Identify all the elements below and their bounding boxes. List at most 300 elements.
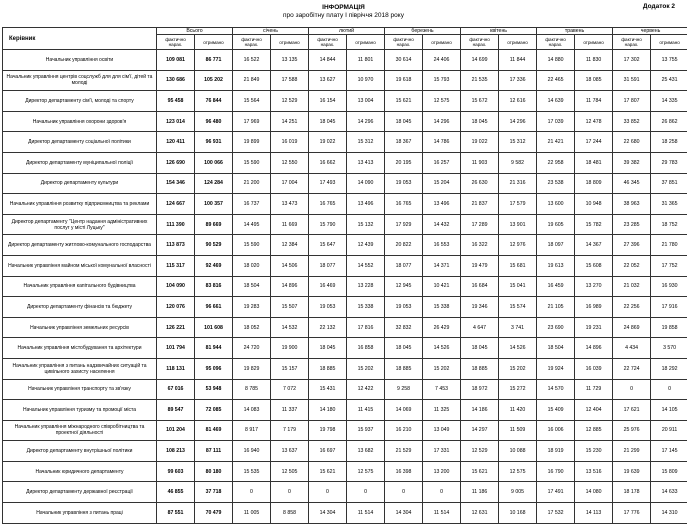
month-value-cell: 0 (613, 379, 651, 400)
table-row (3, 503, 687, 524)
month-value-cell: 14 432 (423, 214, 461, 235)
table-row (3, 152, 687, 173)
month-value-cell: 17 331 (423, 441, 461, 462)
month-value-cell: 11 514 (423, 503, 461, 524)
month-value-cell: 15 338 (423, 297, 461, 318)
month-value-cell: 32 832 (385, 317, 423, 338)
month-value-cell: 20 822 (385, 235, 423, 256)
total-value-cell: 120 411 (157, 132, 195, 153)
month-value-cell: 18 504 (233, 276, 271, 297)
month-value-cell: 30 614 (385, 50, 423, 71)
month-value-cell: 15 672 (461, 91, 499, 112)
month-value-cell: 15 157 (271, 358, 309, 379)
month-value-cell: 11 186 (461, 482, 499, 503)
month-value-cell: 19 899 (233, 132, 271, 153)
month-value-cell: 3 570 (651, 338, 687, 359)
table-row (3, 255, 687, 276)
month-value-cell: 17 579 (499, 194, 537, 215)
month-value-cell: 16 210 (385, 420, 423, 441)
month-value-cell: 14 367 (575, 235, 613, 256)
month-value-cell: 15 681 (499, 255, 537, 276)
total-value-cell: 89 547 (157, 400, 195, 421)
month-value-cell: 14 371 (423, 255, 461, 276)
subheader-accrued: фактично нарах. (613, 35, 651, 50)
month-value-cell: 39 382 (613, 152, 651, 173)
group-header-june: червень (613, 28, 687, 35)
subheader-received: отримано (499, 35, 537, 50)
total-value-cell: 95 096 (195, 358, 233, 379)
month-value-cell: 14 069 (385, 400, 423, 421)
table-row (3, 317, 687, 338)
month-value-cell: 14 532 (271, 317, 309, 338)
month-value-cell: 0 (309, 482, 347, 503)
month-value-cell: 17 588 (271, 70, 309, 91)
month-value-cell: 17 621 (613, 400, 651, 421)
total-value-cell: 81 944 (195, 338, 233, 359)
table-row (3, 50, 687, 71)
month-value-cell: 15 312 (499, 132, 537, 153)
month-value-cell: 14 180 (309, 400, 347, 421)
month-value-cell: 17 752 (651, 255, 687, 276)
position-cell: Начальник юридичного департаменту (3, 461, 157, 482)
position-cell: Начальник управління земельних ресурсів (3, 317, 157, 338)
month-value-cell: 12 439 (347, 235, 385, 256)
month-value-cell: 15 782 (575, 214, 613, 235)
month-value-cell: 31 591 (613, 70, 651, 91)
month-value-cell: 19 053 (385, 173, 423, 194)
month-value-cell: 12 575 (499, 461, 537, 482)
month-value-cell: 18 809 (575, 173, 613, 194)
month-value-cell: 15 621 (461, 461, 499, 482)
month-value-cell: 14 090 (347, 173, 385, 194)
month-value-cell: 11 420 (499, 400, 537, 421)
month-value-cell: 14 896 (271, 276, 309, 297)
month-value-cell: 17 302 (613, 50, 651, 71)
month-value-cell: 18 481 (575, 152, 613, 173)
month-value-cell: 14 526 (423, 338, 461, 359)
total-value-cell: 124 284 (195, 173, 233, 194)
month-value-cell: 12 422 (347, 379, 385, 400)
month-value-cell: 10 421 (423, 276, 461, 297)
total-value-cell: 86 771 (195, 50, 233, 71)
month-value-cell: 15 507 (271, 297, 309, 318)
month-value-cell: 14 495 (233, 214, 271, 235)
total-value-cell: 80 180 (195, 461, 233, 482)
month-value-cell: 18 045 (461, 338, 499, 359)
month-value-cell: 14 633 (651, 482, 687, 503)
total-value-cell: 126 221 (157, 317, 195, 338)
table-body (3, 50, 687, 524)
month-value-cell: 12 945 (385, 276, 423, 297)
month-value-cell: 21 200 (233, 173, 271, 194)
month-value-cell: 14 083 (233, 400, 271, 421)
month-value-cell: 19 022 (309, 132, 347, 153)
month-value-cell: 14 297 (461, 420, 499, 441)
subheader-received: отримано (423, 35, 461, 50)
month-value-cell: 15 608 (575, 255, 613, 276)
month-value-cell: 17 929 (385, 214, 423, 235)
month-value-cell: 21 837 (461, 194, 499, 215)
month-value-cell: 15 790 (309, 214, 347, 235)
month-value-cell: 16 790 (537, 461, 575, 482)
total-value-cell: 37 718 (195, 482, 233, 503)
month-value-cell: 22 052 (613, 255, 651, 276)
month-value-cell: 9 258 (385, 379, 423, 400)
month-value-cell: 12 550 (271, 152, 309, 173)
month-value-cell: 16 553 (423, 235, 461, 256)
month-value-cell: 22 465 (537, 70, 575, 91)
month-value-cell: 20 911 (651, 420, 687, 441)
position-cell: Начальник управління з питань надзвичайних ситуацій та цивільного захисту населення (3, 358, 157, 379)
month-value-cell: 23 285 (613, 214, 651, 235)
month-value-cell: 7 179 (271, 420, 309, 441)
total-value-cell: 90 529 (195, 235, 233, 256)
month-value-cell: 22 680 (613, 132, 651, 153)
document-title: ІНФОРМАЦІЯ (0, 4, 687, 12)
position-cell: Начальник управління майном міської комунальної власності (3, 255, 157, 276)
month-value-cell: 15 230 (575, 441, 613, 462)
month-value-cell: 8 917 (233, 420, 271, 441)
month-value-cell: 17 916 (651, 297, 687, 318)
subheader-accrued: фактично нарах. (461, 35, 499, 50)
month-value-cell: 14 296 (499, 111, 537, 132)
month-value-cell: 18 045 (461, 111, 499, 132)
month-value-cell: 13 496 (347, 194, 385, 215)
month-value-cell: 4 647 (461, 317, 499, 338)
total-value-cell: 101 204 (157, 420, 195, 441)
month-value-cell: 26 862 (651, 111, 687, 132)
month-value-cell: 22 958 (537, 152, 575, 173)
total-value-cell: 123 014 (157, 111, 195, 132)
total-value-cell: 104 090 (157, 276, 195, 297)
position-cell: Директор департаменту житлово-комунального господарства (3, 235, 157, 256)
table-row (3, 111, 687, 132)
month-value-cell: 21 299 (613, 441, 651, 462)
month-value-cell: 38 963 (613, 194, 651, 215)
table-row (3, 461, 687, 482)
subheader-received: отримано (575, 35, 613, 50)
month-value-cell: 24 720 (233, 338, 271, 359)
position-cell: Начальник управління розвитку підприємництва та реклами (3, 194, 157, 215)
month-value-cell: 19 283 (233, 297, 271, 318)
position-cell: Начальник управління міжнародного співробітництва та проектної діяльності (3, 420, 157, 441)
month-value-cell: 12 505 (271, 461, 309, 482)
month-value-cell: 19 798 (309, 420, 347, 441)
total-value-cell: 120 076 (157, 297, 195, 318)
total-value-cell: 95 458 (157, 91, 195, 112)
month-value-cell: 21 105 (537, 297, 575, 318)
month-value-cell: 17 776 (613, 503, 651, 524)
total-value-cell: 76 844 (195, 91, 233, 112)
table-row (3, 482, 687, 503)
month-value-cell: 13 135 (271, 50, 309, 71)
table-row (3, 132, 687, 153)
month-value-cell: 18 020 (233, 255, 271, 276)
total-value-cell: 105 202 (195, 70, 233, 91)
table-row (3, 400, 687, 421)
total-value-cell: 100 066 (195, 152, 233, 173)
month-value-cell: 13 473 (271, 194, 309, 215)
total-value-cell: 118 131 (157, 358, 195, 379)
salary-table (2, 27, 687, 524)
month-value-cell: 11 729 (575, 379, 613, 400)
month-value-cell: 21 849 (233, 70, 271, 91)
month-value-cell: 13 755 (651, 50, 687, 71)
month-value-cell: 16 257 (423, 152, 461, 173)
group-header-may: травень (537, 28, 613, 35)
month-value-cell: 0 (233, 482, 271, 503)
document-subtitle: про заробітну плату І півріччя 2018 року (0, 12, 687, 20)
month-value-cell: 27 396 (613, 235, 651, 256)
subheader-received: отримано (651, 35, 687, 50)
month-value-cell: 11 337 (271, 400, 309, 421)
month-value-cell: 19 639 (613, 461, 651, 482)
month-value-cell: 23 538 (537, 173, 575, 194)
month-value-cell: 19 053 (385, 297, 423, 318)
month-value-cell: 18 077 (385, 255, 423, 276)
total-value-cell: 108 213 (157, 441, 195, 462)
month-value-cell: 14 639 (537, 91, 575, 112)
month-value-cell: 14 526 (499, 338, 537, 359)
total-value-cell: 72 085 (195, 400, 233, 421)
month-value-cell: 22 724 (613, 358, 651, 379)
month-value-cell: 10 970 (347, 70, 385, 91)
total-value-cell: 67 016 (157, 379, 195, 400)
subheader-accrued: фактично нарах. (537, 35, 575, 50)
table-row (3, 276, 687, 297)
month-value-cell: 17 244 (575, 132, 613, 153)
month-value-cell: 13 901 (499, 214, 537, 235)
month-value-cell: 21 529 (385, 441, 423, 462)
month-value-cell: 11 669 (271, 214, 309, 235)
group-header-february: лютий (309, 28, 385, 35)
month-value-cell: 15 621 (385, 91, 423, 112)
header-group-row (3, 28, 687, 35)
position-cell: Начальник управління містобудування та архітектури (3, 338, 157, 359)
total-value-cell: 92 469 (195, 255, 233, 276)
month-value-cell: 21 421 (537, 132, 575, 153)
month-value-cell: 17 145 (651, 441, 687, 462)
month-value-cell: 11 325 (423, 400, 461, 421)
total-value-cell: 96 480 (195, 111, 233, 132)
month-value-cell: 13 627 (309, 70, 347, 91)
table-row (3, 70, 687, 91)
table-row (3, 194, 687, 215)
month-value-cell: 11 801 (347, 50, 385, 71)
month-value-cell: 15 590 (233, 152, 271, 173)
month-value-cell: 21 316 (499, 173, 537, 194)
position-cell: Директор департаменту державної реєстрації (3, 482, 157, 503)
month-value-cell: 9 005 (499, 482, 537, 503)
total-value-cell: 113 873 (157, 235, 195, 256)
month-value-cell: 10 168 (499, 503, 537, 524)
month-value-cell: 13 516 (575, 461, 613, 482)
position-cell: Директор департаменту культури (3, 173, 157, 194)
total-value-cell: 101 608 (195, 317, 233, 338)
month-value-cell: 17 493 (309, 173, 347, 194)
table-row (3, 173, 687, 194)
month-value-cell: 18 178 (613, 482, 651, 503)
month-value-cell: 18 085 (575, 70, 613, 91)
total-value-cell: 81 469 (195, 420, 233, 441)
month-value-cell: 46 345 (613, 173, 651, 194)
month-value-cell: 15 574 (499, 297, 537, 318)
month-value-cell: 13 413 (347, 152, 385, 173)
month-value-cell: 16 765 (309, 194, 347, 215)
month-value-cell: 17 807 (613, 91, 651, 112)
month-value-cell: 17 004 (271, 173, 309, 194)
subheader-accrued: фактично нарах. (385, 35, 423, 50)
total-value-cell: 115 317 (157, 255, 195, 276)
document-title-block (0, 4, 687, 20)
month-value-cell: 0 (651, 379, 687, 400)
month-value-cell: 13 228 (347, 276, 385, 297)
month-value-cell: 12 529 (461, 441, 499, 462)
month-value-cell: 16 322 (461, 235, 499, 256)
total-value-cell: 87 551 (157, 503, 195, 524)
month-value-cell: 14 304 (309, 503, 347, 524)
month-value-cell: 0 (385, 482, 423, 503)
month-value-cell: 18 052 (233, 317, 271, 338)
month-value-cell: 16 154 (309, 91, 347, 112)
month-value-cell: 10 088 (499, 441, 537, 462)
position-cell: Начальник управління туризму та промоції міста (3, 400, 157, 421)
table-row (3, 297, 687, 318)
month-value-cell: 15 647 (309, 235, 347, 256)
month-value-cell: 15 132 (347, 214, 385, 235)
table-row (3, 235, 687, 256)
group-header-january: січень (233, 28, 309, 35)
month-value-cell: 15 312 (347, 132, 385, 153)
month-value-cell: 19 858 (651, 317, 687, 338)
month-value-cell: 15 272 (499, 379, 537, 400)
month-value-cell: 18 045 (385, 111, 423, 132)
month-value-cell: 12 478 (575, 111, 613, 132)
month-value-cell: 18 504 (537, 338, 575, 359)
month-value-cell: 18 097 (537, 235, 575, 256)
month-value-cell: 33 852 (613, 111, 651, 132)
total-value-cell: 126 690 (157, 152, 195, 173)
table-row (3, 420, 687, 441)
month-value-cell: 16 006 (537, 420, 575, 441)
month-value-cell: 13 270 (575, 276, 613, 297)
month-value-cell: 12 575 (423, 91, 461, 112)
month-value-cell: 4 434 (613, 338, 651, 359)
month-value-cell: 14 080 (575, 482, 613, 503)
month-value-cell: 31 365 (651, 194, 687, 215)
month-value-cell: 0 (347, 482, 385, 503)
month-value-cell: 14 699 (461, 50, 499, 71)
month-value-cell: 16 930 (651, 276, 687, 297)
month-value-cell: 16 039 (575, 358, 613, 379)
month-value-cell: 18 885 (461, 358, 499, 379)
month-value-cell: 26 630 (461, 173, 499, 194)
month-value-cell: 15 041 (499, 276, 537, 297)
month-value-cell: 16 459 (537, 276, 575, 297)
table-row (3, 214, 687, 235)
month-value-cell: 12 631 (461, 503, 499, 524)
month-value-cell: 26 429 (423, 317, 461, 338)
month-value-cell: 37 851 (651, 173, 687, 194)
month-value-cell: 13 004 (347, 91, 385, 112)
month-value-cell: 13 496 (423, 194, 461, 215)
month-value-cell: 7 453 (423, 379, 461, 400)
month-value-cell: 17 039 (537, 111, 575, 132)
month-value-cell: 16 398 (385, 461, 423, 482)
subheader-received: отримано (347, 35, 385, 50)
month-value-cell: 16 737 (233, 194, 271, 215)
month-value-cell: 17 969 (233, 111, 271, 132)
month-value-cell: 19 053 (309, 297, 347, 318)
month-value-cell: 14 310 (651, 503, 687, 524)
month-value-cell: 12 529 (271, 91, 309, 112)
month-value-cell: 13 600 (537, 194, 575, 215)
position-cell: Начальник управління капітального будівництва (3, 276, 157, 297)
month-value-cell: 19 346 (461, 297, 499, 318)
month-value-cell: 15 431 (309, 379, 347, 400)
month-value-cell: 16 684 (461, 276, 499, 297)
month-value-cell: 19 829 (233, 358, 271, 379)
month-value-cell: 16 522 (233, 50, 271, 71)
total-value-cell: 70 479 (195, 503, 233, 524)
total-value-cell: 111 390 (157, 214, 195, 235)
month-value-cell: 14 506 (271, 255, 309, 276)
month-value-cell: 14 844 (309, 50, 347, 71)
position-cell: Директор департаменту фінансів та бюджету (3, 297, 157, 318)
month-value-cell: 18 045 (309, 338, 347, 359)
month-value-cell: 16 697 (309, 441, 347, 462)
group-header-march: березень (385, 28, 461, 35)
month-value-cell: 17 336 (499, 70, 537, 91)
table-row (3, 358, 687, 379)
month-value-cell: 23 690 (537, 317, 575, 338)
month-value-cell: 15 204 (423, 173, 461, 194)
month-value-cell: 19 618 (385, 70, 423, 91)
table-row (3, 338, 687, 359)
month-value-cell: 15 535 (233, 461, 271, 482)
position-cell: Директор департаменту "Центр надання адміністративних послуг у місті Луцьку" (3, 214, 157, 235)
month-value-cell: 29 783 (651, 152, 687, 173)
month-value-cell: 8 858 (271, 503, 309, 524)
month-value-cell: 24 406 (423, 50, 461, 71)
month-value-cell: 19 900 (271, 338, 309, 359)
subheader-accrued: фактично нарах. (309, 35, 347, 50)
month-value-cell: 14 105 (651, 400, 687, 421)
month-value-cell: 22 132 (309, 317, 347, 338)
month-value-cell: 25 976 (613, 420, 651, 441)
position-cell: Начальник управління центрів соцслужб для для сім'ї, дітей та молоді (3, 70, 157, 91)
subheader-received: отримано (271, 35, 309, 50)
month-value-cell: 13 682 (347, 441, 385, 462)
total-value-cell: 96 661 (195, 297, 233, 318)
month-value-cell: 18 292 (651, 358, 687, 379)
month-value-cell: 16 989 (575, 297, 613, 318)
position-cell: Начальник управління освіти (3, 50, 157, 71)
month-value-cell: 18 045 (309, 111, 347, 132)
total-value-cell: 101 794 (157, 338, 195, 359)
month-value-cell: 15 202 (347, 358, 385, 379)
month-value-cell: 18 258 (651, 132, 687, 153)
month-value-cell: 14 335 (651, 91, 687, 112)
month-value-cell: 19 231 (575, 317, 613, 338)
position-cell: Начальник управління з питань праці (3, 503, 157, 524)
month-value-cell: 12 384 (271, 235, 309, 256)
month-value-cell: 17 289 (461, 214, 499, 235)
total-value-cell: 154 346 (157, 173, 195, 194)
total-value-cell: 53 948 (195, 379, 233, 400)
subheader-accrued: фактично нарах. (157, 35, 195, 50)
month-value-cell: 15 621 (309, 461, 347, 482)
